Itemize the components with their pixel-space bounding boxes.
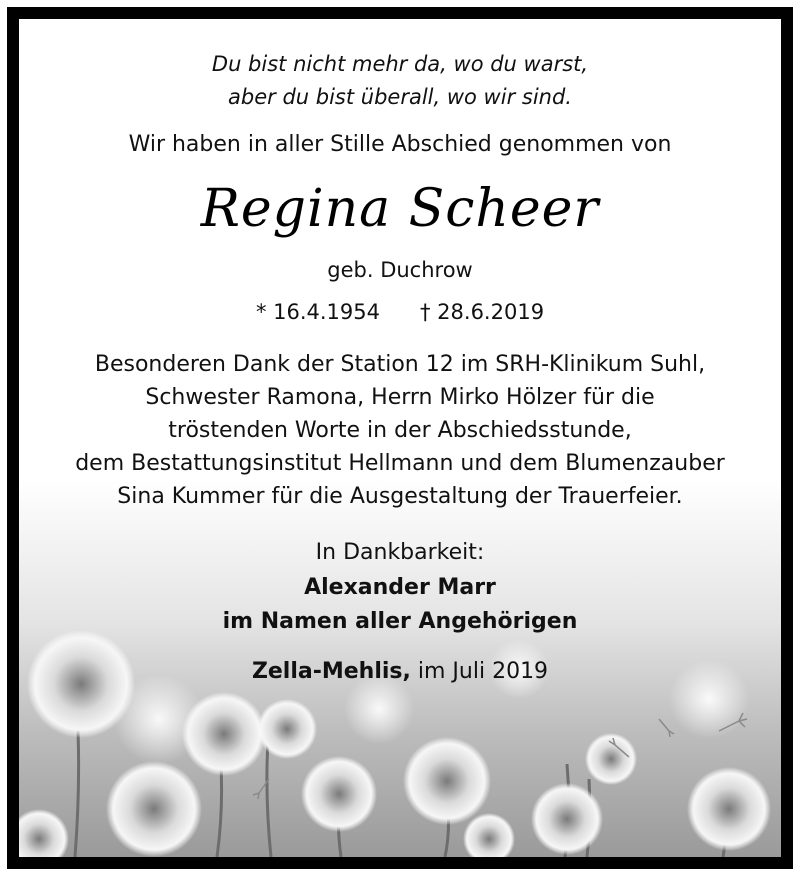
thanks-line-2: Schwester Ramona, Herrn Mirko Hölzer für die bbox=[145, 385, 655, 410]
quote-line-2: aber du bist überall, wo wir sind. bbox=[228, 85, 572, 109]
place: Zella-Mehlis, bbox=[251, 659, 411, 684]
thanks-line-4: dem Bestattungsinstitut Hellmann und dem Blumenzauber bbox=[75, 451, 725, 476]
life-dates bbox=[19, 300, 781, 324]
gratitude-text: In Dankbarkeit: bbox=[315, 540, 485, 565]
death-date: † 28.6.2019 bbox=[420, 300, 545, 324]
thanks-line-3: tröstenden Worte in der Abschiedsstunde, bbox=[168, 418, 632, 443]
thanks-line-1: Besonderen Dank der Station 12 im SRH-Klinikum Suhl, bbox=[94, 352, 706, 377]
deceased-name: Regina Scheer bbox=[200, 179, 600, 239]
quote-line-1: Du bist nicht mehr da, wo du warst, bbox=[211, 52, 589, 76]
on-behalf-text: im Namen aller Angehörigen bbox=[222, 609, 578, 634]
obituary-frame bbox=[7, 7, 793, 869]
birth-name: geb. Duchrow bbox=[327, 258, 473, 282]
birth-date: * 16.4.1954 bbox=[255, 300, 380, 324]
date: im Juli 2019 bbox=[410, 659, 549, 684]
place-date bbox=[19, 659, 781, 684]
signer-name: Alexander Marr bbox=[304, 575, 496, 600]
intro-text: Wir haben in aller Stille Abschied genommen von bbox=[128, 132, 672, 157]
obituary-text bbox=[19, 19, 781, 857]
thanks-line-5: Sina Kummer für die Ausgestaltung der Trauerfeier. bbox=[117, 484, 683, 509]
